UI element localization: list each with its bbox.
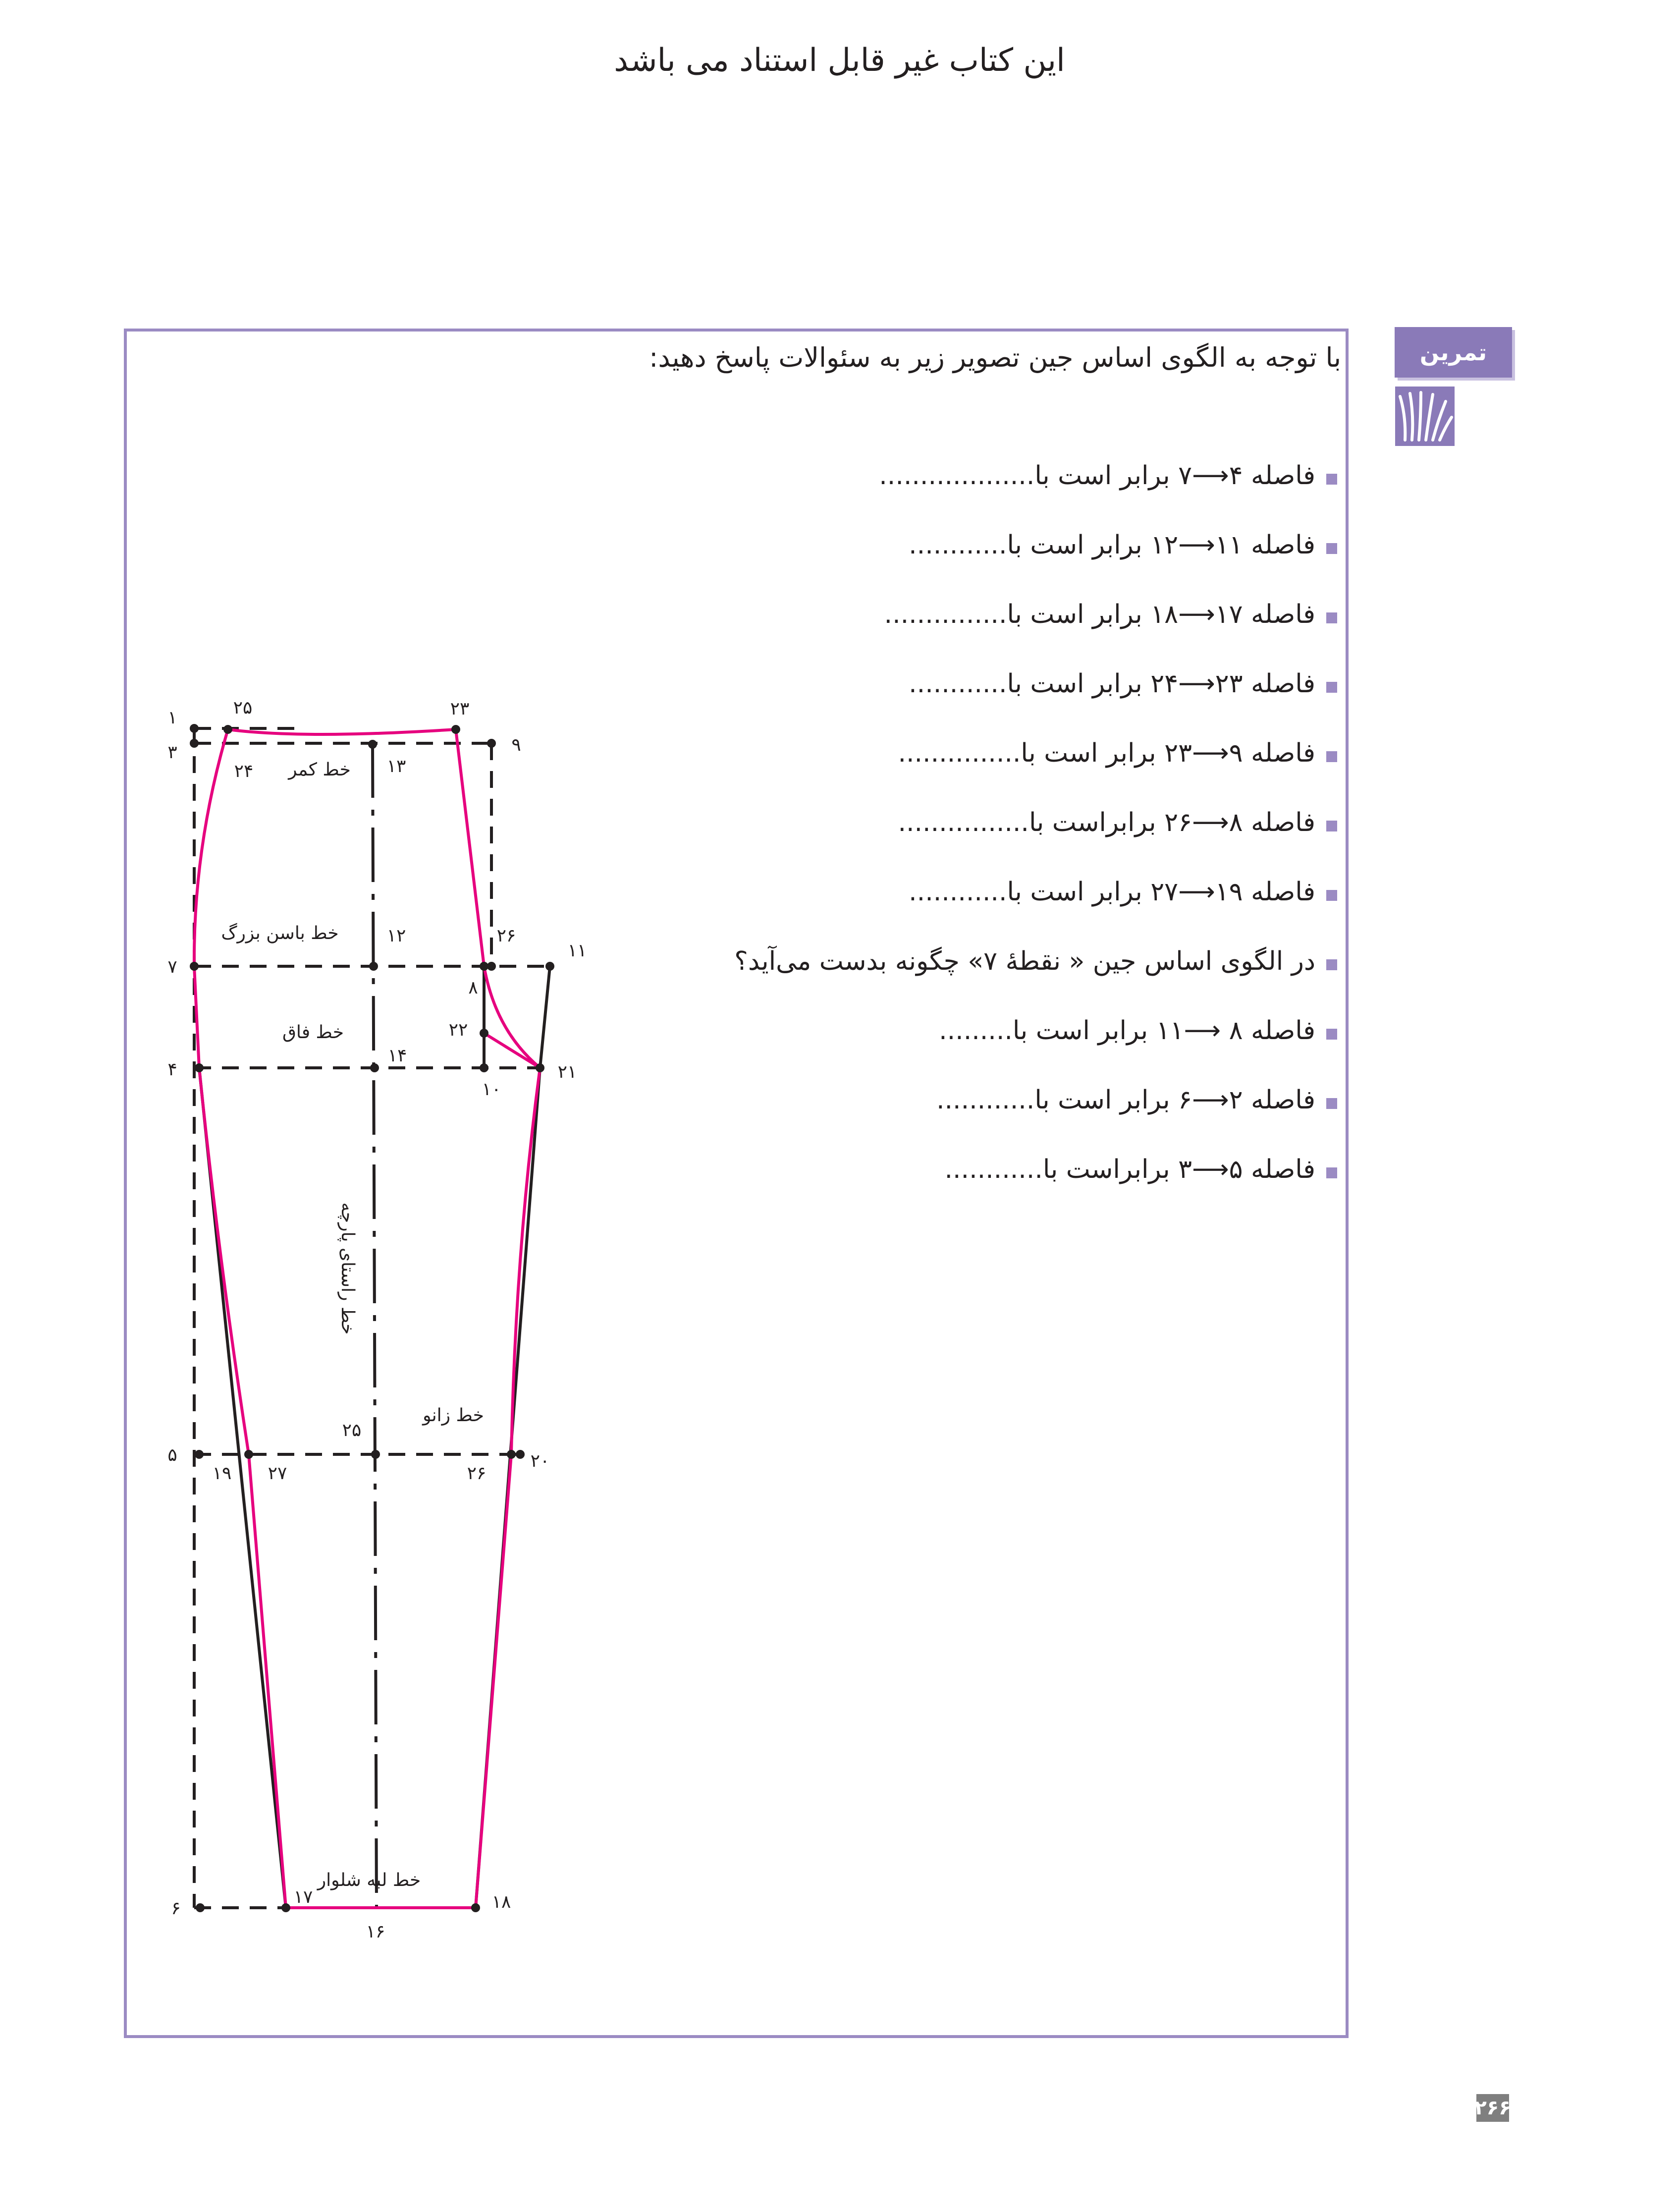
page-number: ۲۶۶ xyxy=(1476,2094,1509,2122)
bullet-icon xyxy=(1326,1098,1337,1109)
point-label: ۲۴ xyxy=(234,761,254,781)
point-label: ۹ xyxy=(511,735,521,755)
bullet-icon xyxy=(1326,682,1337,693)
bullet-icon xyxy=(1326,612,1337,623)
question-text: فاصله ۱۷⟶۱۸ برابر است با............... xyxy=(884,600,1315,629)
point-label: ۵ xyxy=(167,1445,177,1465)
point-label: ۲۵ xyxy=(342,1420,362,1440)
list-item xyxy=(594,1085,1337,1155)
exercise-badge-label: تمرین xyxy=(1419,339,1487,366)
list-item xyxy=(594,1155,1337,1224)
list-item xyxy=(594,530,1337,600)
point-label: ۴ xyxy=(167,1059,177,1080)
bullet-icon xyxy=(1326,1167,1337,1178)
point-label: ۲۵ xyxy=(233,698,253,718)
question-text: فاصله ۸ ⟶۱۱ برابر است با......... xyxy=(939,1016,1315,1046)
point-label: ۱۰ xyxy=(482,1079,501,1100)
point-label: ۱۱ xyxy=(567,940,587,961)
bullet-icon xyxy=(1326,543,1337,554)
hem-line-label: خط لبه شلوار xyxy=(317,1870,421,1890)
bullet-icon xyxy=(1326,890,1337,901)
list-item xyxy=(594,461,1337,530)
point-label: ۱۶ xyxy=(366,1922,385,1942)
question-text: فاصله ۹⟶۲۳ برابر است با............... xyxy=(898,738,1315,768)
point-label: ۲۰ xyxy=(530,1451,550,1471)
hip-line-label: خط باسن بزرگ xyxy=(221,923,339,943)
list-item xyxy=(594,738,1337,808)
point-label: ۲۶ xyxy=(496,926,516,946)
question-text: فاصله ۲⟶۶ برابر است با............ xyxy=(936,1085,1315,1115)
pattern-outline xyxy=(194,729,540,1908)
question-list xyxy=(594,461,1337,1224)
question-text: فاصله ۱۹⟶۲۷ برابر است با............ xyxy=(909,877,1315,907)
bullet-icon xyxy=(1326,474,1337,485)
crotch-line-label: خط فاق xyxy=(282,1022,344,1043)
question-text: فاصله ۱۱⟶۱۲ برابر است با............ xyxy=(909,530,1315,560)
bullet-icon xyxy=(1326,1029,1337,1040)
point-label: ۲۷ xyxy=(268,1463,287,1484)
point-label: ۱۳ xyxy=(386,756,406,776)
grain-line-label: خط راستای پارچه xyxy=(337,1202,358,1335)
question-text: فاصله ۴⟶۷ برابر است با................... xyxy=(879,461,1315,491)
waist-line-label: خط کمر xyxy=(288,760,351,780)
pattern-points xyxy=(190,724,554,1912)
point-label: ۸ xyxy=(468,978,478,998)
header-note: این کتاب غیر قابل استناد می باشد xyxy=(614,42,1065,79)
list-item xyxy=(594,946,1337,1016)
point-label: ۲۶ xyxy=(467,1463,487,1484)
jeans-pattern-diagram xyxy=(139,684,634,1972)
list-item xyxy=(594,600,1337,669)
list-item xyxy=(594,669,1337,738)
list-item xyxy=(594,877,1337,946)
instruction-text: با توجه به الگوی اساس جین تصویر زیر به سئوالات پاسخ دهید: xyxy=(649,342,1341,373)
point-label: ۱۷ xyxy=(293,1887,313,1907)
exercise-icon xyxy=(1395,387,1455,446)
list-item xyxy=(594,1016,1337,1085)
question-text: فاصله ۸⟶۲۶ برابراست با................ xyxy=(898,808,1315,837)
question-text: در الگوی اساس جین « نقطهٔ ۷» چگونه بدست می‌آید؟ xyxy=(734,946,1315,976)
draft-guides xyxy=(194,728,550,1908)
bullet-icon xyxy=(1326,959,1337,970)
point-label: ۱۲ xyxy=(386,926,406,946)
bullet-icon xyxy=(1326,821,1337,831)
point-label: ۲۱ xyxy=(557,1062,577,1082)
question-text: فاصله ۲۳⟶۲۴ برابر است با............ xyxy=(909,669,1315,699)
point-label: ۱ xyxy=(167,708,177,728)
point-label: ۱۴ xyxy=(387,1046,407,1066)
point-label: ۶ xyxy=(171,1898,181,1919)
exercise-badge xyxy=(1395,327,1512,378)
bullet-icon xyxy=(1326,751,1337,762)
point-label: ۲۲ xyxy=(448,1020,468,1040)
question-text: فاصله ۵⟶۳ برابراست با............ xyxy=(944,1155,1315,1184)
point-label: ۲۳ xyxy=(450,699,470,719)
knee-line-label: خط زانو xyxy=(423,1405,484,1426)
point-label: ۱۹ xyxy=(212,1463,232,1484)
point-label: ۱۸ xyxy=(491,1892,511,1912)
list-item xyxy=(594,808,1337,877)
point-label: ۳ xyxy=(167,742,177,763)
point-label: ۷ xyxy=(167,957,177,977)
